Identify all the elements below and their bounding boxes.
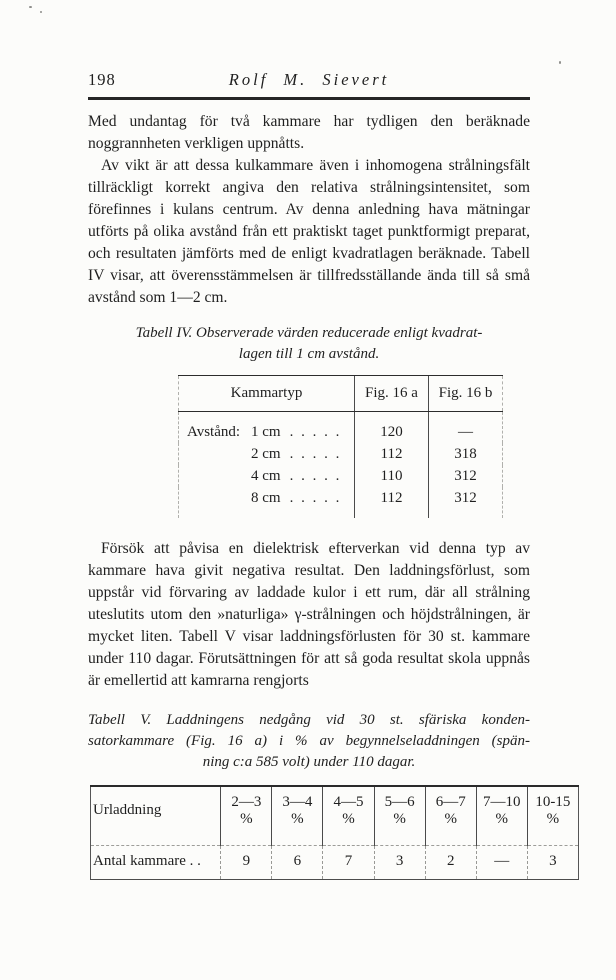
leader-dots: . . . . .: [289, 445, 342, 462]
row-distance: 4 cm: [251, 467, 281, 484]
header-label-urladdning: Urladdning: [91, 786, 221, 846]
table-v-caption: [88, 710, 530, 773]
cell-value: 6: [272, 845, 323, 879]
column-header: 10-15 %: [527, 786, 578, 846]
cell-value: —: [476, 845, 527, 879]
column-header: 2—3 %: [221, 786, 272, 846]
scan-speck: [29, 6, 32, 8]
caption-line: lagen till 1 cm avstånd.: [238, 345, 380, 362]
column-header: 7—10 %: [476, 786, 527, 846]
column-header: 6—7 %: [425, 786, 476, 846]
cell-fig16b: 312: [429, 465, 503, 487]
cell-fig16b: 318: [429, 443, 503, 465]
row-prefix: Avstånd:: [187, 423, 241, 440]
row-label-cell: [179, 411, 355, 443]
row-label-cell: [179, 465, 355, 487]
paragraph: Av vikt är att dessa kulkammare även i inhomogena strålningsfält tillräckligt korrekt angiva den relativa strålningsintensitet, som förefinnes i kulans centrum. Av denna anledning hava mätningar utförts på olika avstånd från ett praktiskt taget punktformigt preparat, och resultaten jämförts med de enligt kvadratlagen beräknade. Tabell IV visar, att överensstämmelsen är tillfredsställande ända till så små avstånd som 1—2 cm.: [88, 156, 530, 306]
scan-speck: [40, 11, 42, 13]
cell-fig16a: 120: [355, 411, 429, 443]
page-number: 198: [88, 70, 116, 89]
row-distance: 2 cm: [251, 445, 281, 462]
cell-value: 3: [527, 845, 578, 879]
column-header: 5—6 %: [374, 786, 425, 846]
cell-fig16a: 112: [355, 443, 429, 465]
page-content: [88, 70, 571, 880]
table-row: [179, 487, 503, 518]
cell-fig16a: 112: [355, 487, 429, 518]
running-header: [88, 70, 530, 92]
caption-line: Tabell IV. Observerade värden reducerade enligt kvadrat-: [135, 324, 483, 341]
table-row: [91, 845, 579, 879]
row-distance: 8 cm: [251, 489, 281, 506]
row-label-cell: [179, 487, 355, 518]
caption-line: Tabell V. Laddningens nedgång vid 30 st. sfäriska konden-: [88, 711, 530, 728]
caption-line: ning c:a 585 volt) under 110 dagar.: [202, 753, 416, 770]
row-label-cell: [179, 443, 355, 465]
leader-dots: . . . . .: [289, 489, 342, 506]
caption-line: satorkammare (Fig. 16 a) i % av begynnelseladdningen (spän-: [88, 732, 530, 749]
leader-dots: . . . . .: [289, 467, 342, 484]
column-header-fig16b: Fig. 16 b: [429, 375, 503, 411]
table-row: [179, 411, 503, 443]
scan-speck: [559, 61, 561, 64]
paragraph: Försök att påvisa en dielektrisk efterverkan vid denna typ av kammare hava givit negativa resultat. Den laddningsförlust, som uppstår vid förvaring av laddade kulor i ett rum, där all strålning uteslutits utom den »naturliga» γ-strålningen och höjdstrålningen, är mycket liten. Tabell V visar laddningsförlusten för 30 st. kammare under 110 dagar. Förutsättningen för att så goda resultat skola uppnås är emellertid att kamrarna rengjorts: [88, 539, 530, 689]
leader-dots: . . . . .: [289, 423, 342, 440]
cell-value: 9: [221, 845, 272, 879]
column-header-kammartyp: Kammartyp: [179, 375, 355, 411]
table-iv-header-row: [179, 375, 503, 411]
cell-value: 7: [323, 845, 374, 879]
table-v: [90, 785, 579, 880]
row-distance: 1 cm: [251, 423, 281, 440]
cell-fig16a: 110: [355, 465, 429, 487]
table-v-header-row: [91, 786, 579, 846]
header-rule: [88, 97, 530, 100]
running-head-title: Rolf M. Sievert: [228, 70, 390, 89]
cell-value: 2: [425, 845, 476, 879]
table-iv: [178, 375, 503, 518]
cell-fig16b: 312: [429, 487, 503, 518]
table-row: [179, 443, 503, 465]
row-label-antal-kammare: Antal kammare . .: [93, 852, 201, 869]
column-header: 3—4 %: [272, 786, 323, 846]
cell-fig16b: —: [429, 411, 503, 443]
table-iv-caption: [88, 323, 530, 365]
column-header: 4—5 %: [323, 786, 374, 846]
paragraph: Med undantag för två kammare har tydligen den beräknade noggrannheten verkligen uppnåtts.: [88, 112, 530, 152]
column-header-fig16a: Fig. 16 a: [355, 375, 429, 411]
cell-value: 3: [374, 845, 425, 879]
table-row: [179, 465, 503, 487]
